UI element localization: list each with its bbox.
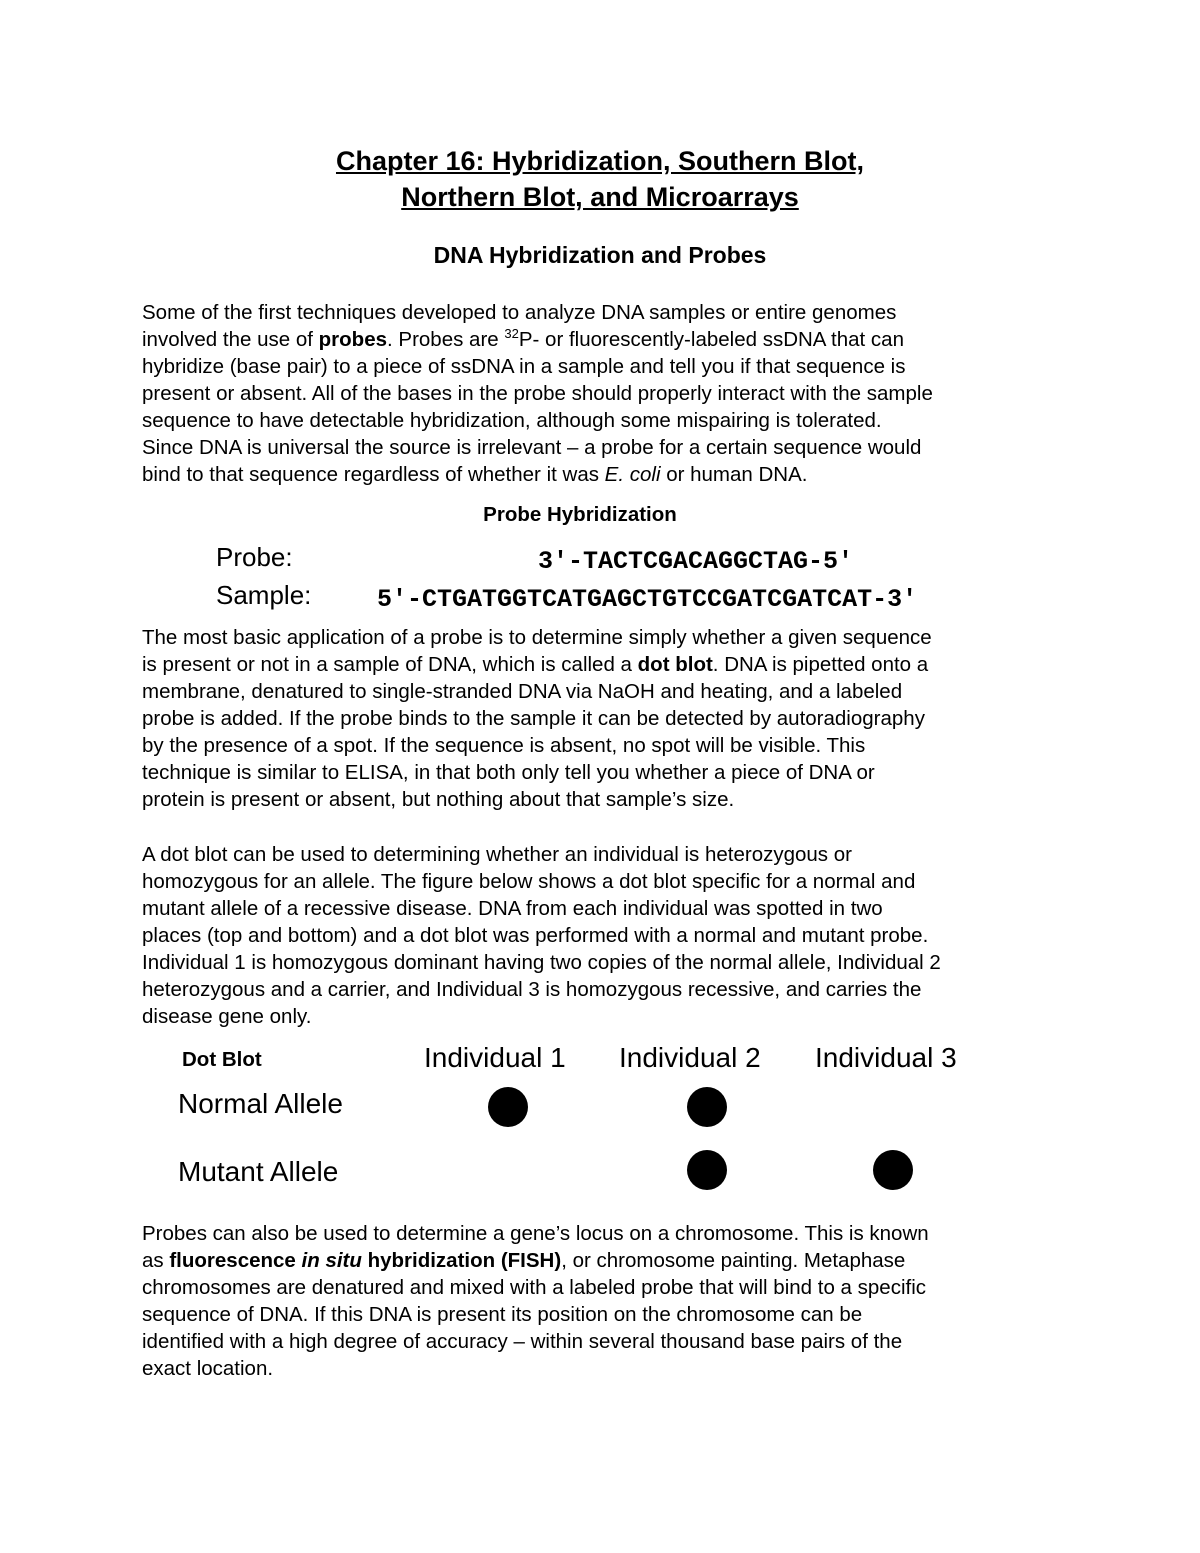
text-line: homozygous for an allele. The figure below shows a dot blot specific for a normal and (142, 870, 916, 893)
normal-allele-label: Normal Allele (178, 1088, 343, 1119)
text-line: is present or not in a sample of DNA, which is called a dot blot. DNA is pipetted onto a (142, 653, 929, 676)
text-line: disease gene only. (142, 1005, 312, 1028)
dot-blot-title: Dot Blot (182, 1048, 262, 1071)
text-line: present or absent. All of the bases in the probe should properly interact with the sample (142, 382, 933, 405)
text-line: involved the use of probes. Probes are $^{32}$P- or fluorescently-labeled ssDNA that can (142, 326, 904, 351)
text-line: sequence to have detectable hybridization, although some mispairing is tolerated. (142, 409, 882, 432)
fish-paragraph (142, 1220, 1072, 1382)
text-line: probe is added. If the probe binds to the sample it can be detected by autoradiography (142, 707, 925, 730)
text-line: bind to that sequence regardless of whether it was E. coli or human DNA. (142, 463, 808, 486)
text-line: as fluorescence in situ hybridization (FISH), or chromosome painting. Metaphase (142, 1249, 906, 1272)
probe-label: Probe: (216, 542, 293, 572)
mutant-allele-label: Mutant Allele (178, 1156, 339, 1187)
spot-mutant-individual-2 (687, 1150, 727, 1190)
term-probes: probes (318, 328, 388, 351)
individual-3-header: Individual 3 (815, 1042, 957, 1073)
text-line: technique is similar to ELISA, in that both only tell you whether a piece of DNA or (142, 761, 875, 784)
species-name: E. coli (604, 463, 661, 486)
term-dot-blot: dot blot (637, 653, 713, 676)
intro-paragraph (142, 299, 1072, 488)
term-fish: fluorescence in situ hybridization (FISH) (169, 1249, 562, 1272)
sample-label: Sample: (216, 580, 312, 610)
text-line: heterozygous and a carrier, and Individual 3 is homozygous recessive, and carries the (142, 978, 922, 1001)
text-line: A dot blot can be used to determining whether an individual is heterozygous or (142, 843, 852, 866)
individual-2-header: Individual 2 (619, 1042, 761, 1073)
sample-sequence: 5′-CTGATGGTCATGAGCTGTCCGATCGATCAT-3′ (377, 585, 918, 614)
spot-normal-individual-1 (488, 1087, 528, 1127)
text-line: places (top and bottom) and a dot blot was performed with a normal and mutant probe. (142, 924, 929, 947)
text-line: identified with a high degree of accuracy – within several thousand base pairs of the (142, 1330, 903, 1353)
text-line: The most basic application of a probe is to determine simply whether a given sequence (142, 626, 932, 649)
dot-blot-paragraph (142, 624, 1072, 813)
chapter-title-line-2: Northern Blot, and Microarrays (401, 182, 799, 212)
probe-figure-title: Probe Hybridization (483, 503, 677, 526)
text-line: hybridize (base pair) to a piece of ssDNA in a sample and tell you if that sequence is (142, 355, 906, 378)
text-line: Some of the first techniques developed to analyze DNA samples or entire genomes (142, 301, 897, 324)
text-line: mutant allele of a recessive disease. DNA from each individual was spotted in two (142, 897, 883, 920)
spot-normal-individual-2 (687, 1087, 727, 1127)
text-line: Probes can also be used to determine a gene’s locus on a chromosome. This is known (142, 1222, 929, 1245)
probe-sequence: 3′-TACTCGACAGGCTAG-5′ (538, 547, 854, 576)
text-line: Individual 1 is homozygous dominant having two copies of the normal allele, Individual 2 (142, 951, 941, 974)
text-line: by the presence of a spot. If the sequence is absent, no spot will be visible. This (142, 734, 866, 757)
text-line: protein is present or absent, but nothing about that sample’s size. (142, 788, 735, 811)
text-line: exact location. (142, 1357, 274, 1380)
chapter-title-line-1: Chapter 16: Hybridization, Southern Blot, (335, 146, 865, 176)
allele-paragraph (142, 841, 1072, 1030)
text-line: Since DNA is universal the source is irrelevant – a probe for a certain sequence would (142, 436, 922, 459)
text-line: chromosomes are denatured and mixed with a labeled probe that will bind to a specific (142, 1276, 926, 1299)
text-line: membrane, denatured to single-stranded DNA via NaOH and heating, and a labeled (142, 680, 903, 703)
individual-1-header: Individual 1 (424, 1042, 566, 1073)
text-line: sequence of DNA. If this DNA is present its position on the chromosome can be (142, 1303, 863, 1326)
spot-mutant-individual-3 (873, 1150, 913, 1190)
section-title: DNA Hybridization and Probes (433, 242, 767, 268)
